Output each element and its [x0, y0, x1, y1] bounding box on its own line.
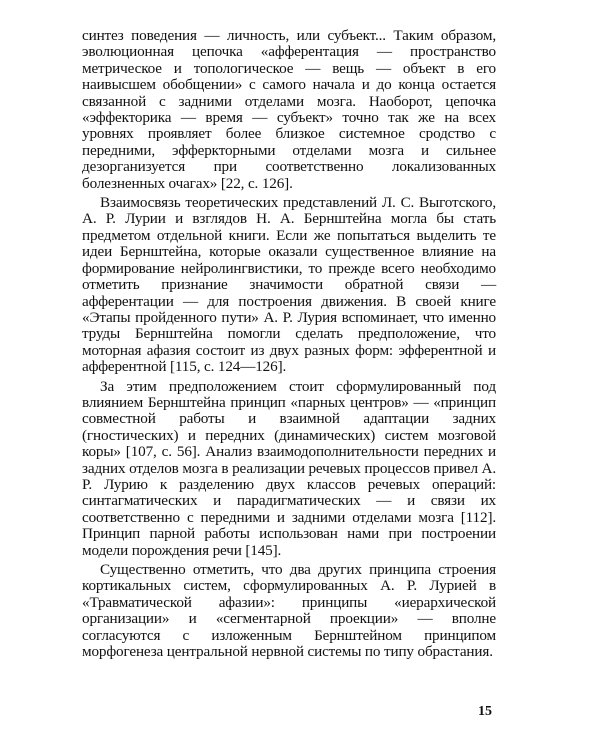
- page-number: 15: [478, 704, 492, 719]
- paragraph-4: Существенно отметить, что два других принципа строения кортикальных систем, сформулированных А. Р. Лурией в «Травматической афазии»: принципы «иерархической организации» и «сегментарной проекции» — вполне согласуются с изложенным Бернштейном принципом морфогенеза центральной нервной системы по типу обрастания.: [82, 561, 496, 661]
- paragraph-1: синтез поведения — личность, или субъект... Таким образом, эволюционная цепочка «афферентация — пространство метрическое и топологическое — вещь — объект в его наивысшем обобщении» с самого начала и до конца остается связанной с задними отделами мозга. Наоборот, цепочка «эффекторика — время — субъект» точно так же на всех уровнях проявляет более близкое системное сродство с передними, эфферкторными отделами мозга и сильнее дезорганизуется при соответственно локализованных болезненных очагах» [22, с. 126].: [82, 27, 496, 192]
- paragraph-2: Взаимосвязь теоретических представлений Л. С. Выготского, А. Р. Лурии и взглядов Н. А. Бернштейна могла бы стать предметом отдельной книги. Если же попытаться выделить те идеи Бернштейна, которые оказали существенное влияние на формирование нейролингвистики, то прежде всего необходимо отметить признание значимости обратной связи — афферентации — для построения движения. В своей книге «Этапы пройденного пути» А. Р. Лурия вспоминает, что именно труды Бернштейна помогли сделать предположение, что моторная афазия состоит из двух разных форм: эфферентной и афферентной [115, с. 124—126].: [82, 194, 496, 376]
- body-text: [82, 28, 496, 660]
- paragraph-3: За этим предположением стоит сформулированный под влиянием Бернштейна принцип «парных центров» — «принцип совместной работы и взаимной адаптации задних (гностических) и передних (динамических) систем мозговой коры» [107, с. 56]. Анализ взаимодополнительности передних и задних отделов мозга в реализации речевых процессов привел А. Р. Лурию к разделению двух классов речевых операций: синтагматических и парадигматических — и связи их соответственно с передними и задними отделами мозга [112]. Принцип парной работы использован нами при построении модели порождения речи [145].: [82, 377, 496, 559]
